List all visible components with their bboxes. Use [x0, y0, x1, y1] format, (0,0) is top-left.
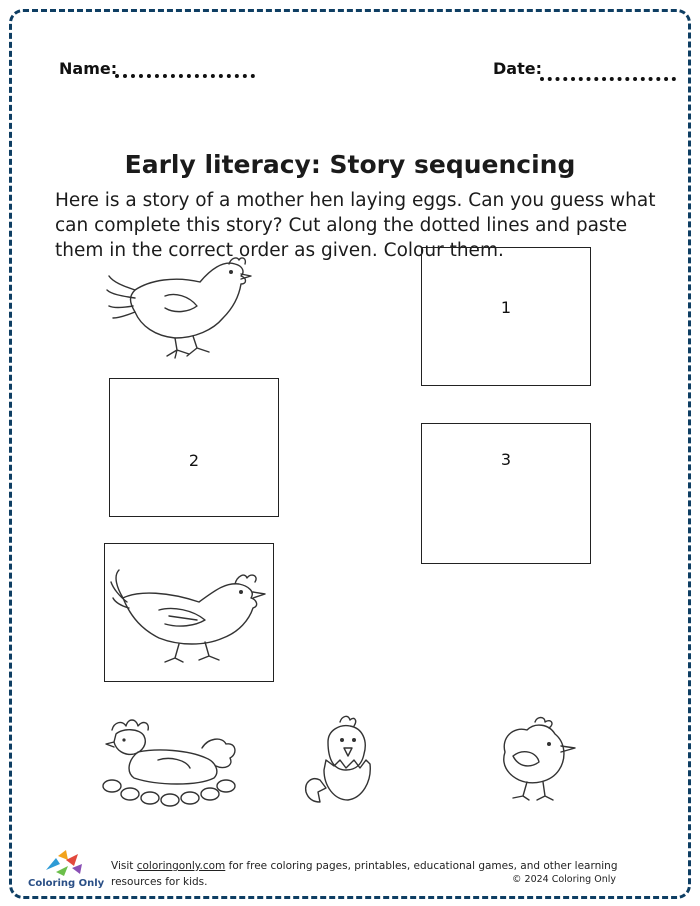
- instructions-text: Here is a story of a mother hen laying eggs. Can you guess what can complete this story? Cut along the dotted lines and paste them in the correct order as given. Colour them.: [55, 190, 656, 261]
- date-line[interactable]: [540, 77, 676, 81]
- date-label: Date:: [493, 59, 542, 78]
- hen-on-eggs-icon: [98, 712, 244, 812]
- name-label: Name:: [59, 59, 118, 78]
- sequence-box-2-number: 2: [188, 451, 200, 470]
- footer-visit-prefix: Visit: [111, 860, 137, 872]
- chick-hatching-icon: [300, 712, 390, 808]
- chick-icon: [483, 712, 587, 808]
- sequence-box-3[interactable]: [421, 423, 591, 564]
- logo-text: Coloring Only: [28, 878, 105, 889]
- name-line[interactable]: [115, 74, 255, 78]
- sequence-box-3-number: 3: [500, 450, 512, 469]
- page-title: Early literacy: Story sequencing: [124, 150, 576, 179]
- sequence-box-1[interactable]: [421, 247, 591, 386]
- copyright-text: © 2024 Coloring Only: [512, 874, 616, 885]
- picture-card-hen[interactable]: [104, 543, 274, 682]
- sequence-box-1-number: 1: [500, 298, 512, 317]
- footer-visit-suffix: for free coloring pages, printables, educational games, and other learning resources for kids.: [111, 860, 618, 888]
- sequence-box-2[interactable]: [109, 378, 279, 517]
- hen-standing-icon: [105, 252, 255, 362]
- hen-walking-icon: [109, 562, 269, 666]
- coloring-only-logo-icon: [42, 848, 86, 878]
- footer-link[interactable]: coloringonly.com: [136, 860, 226, 872]
